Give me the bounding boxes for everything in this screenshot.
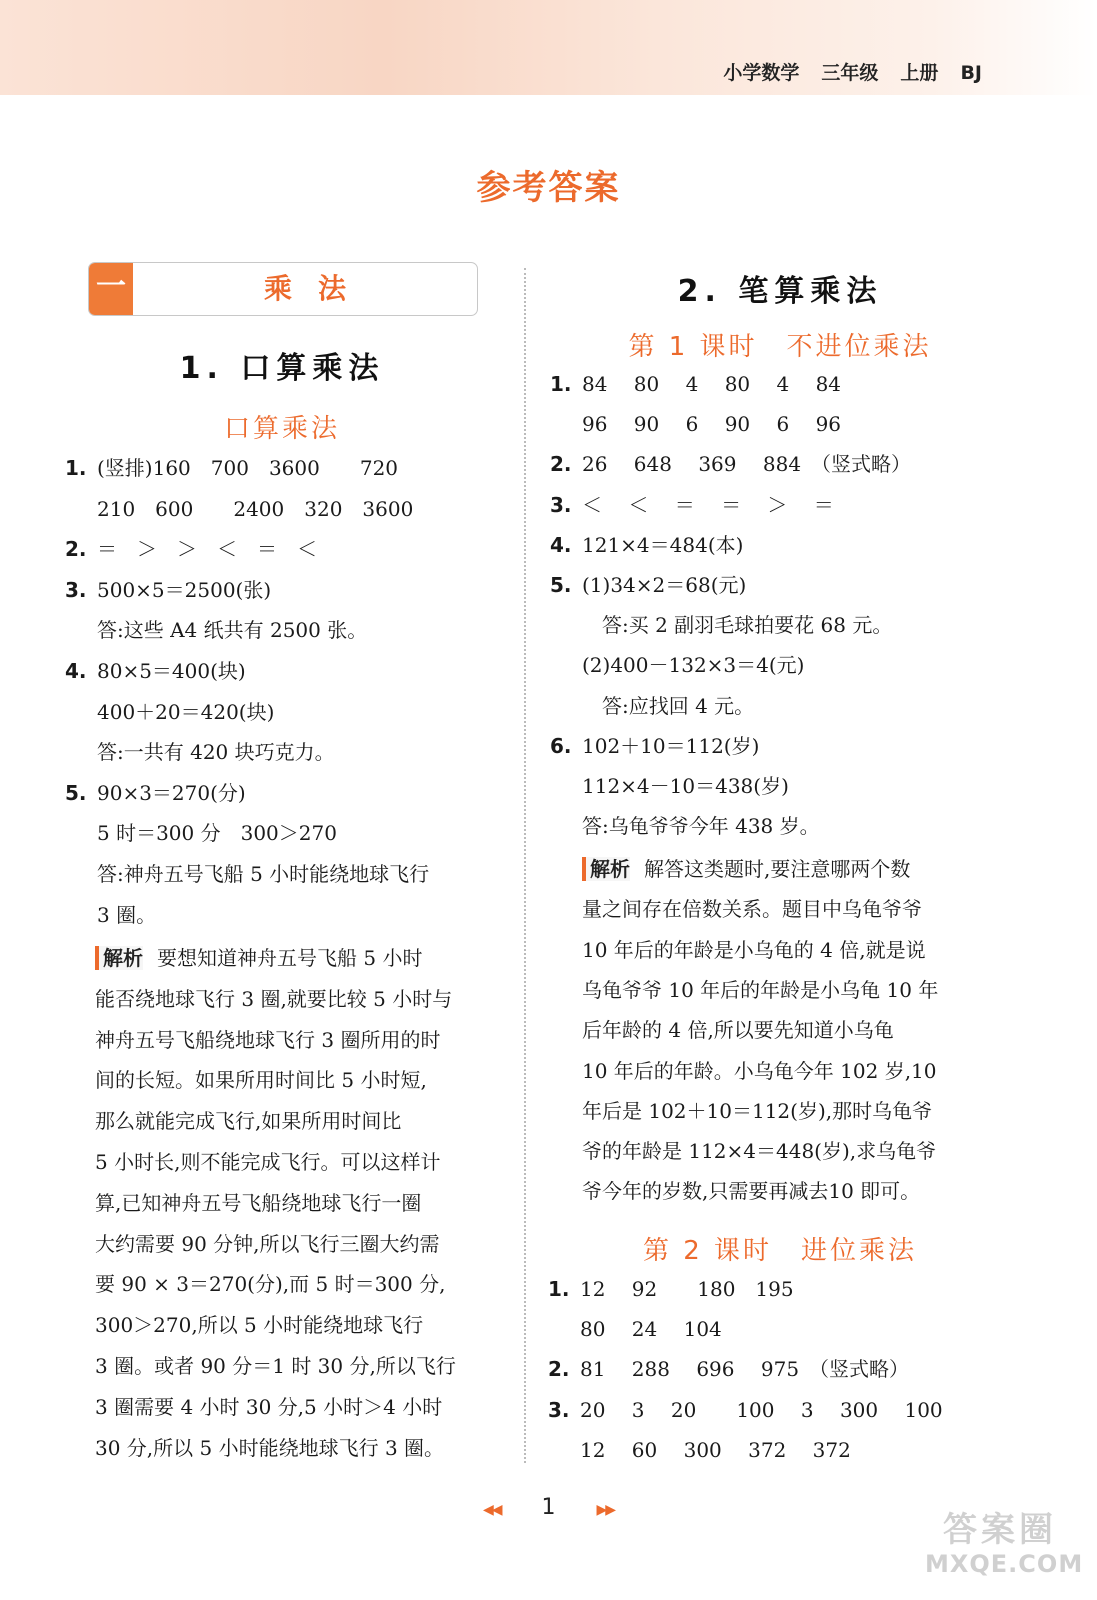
book-info xyxy=(701,58,982,85)
right-analysis-line: 爷今年的岁数,只需要再减去10 即可。 xyxy=(582,1179,921,1204)
grade-label: 三年级 xyxy=(821,62,879,84)
left-answer-text: ＝ ＞ ＞ ＜ ＝ ＜ xyxy=(97,537,317,562)
lesson2-title: 第 2 课时 进位乘法 xyxy=(642,1236,918,1266)
right-analysis-line: 后年龄的 4 倍,所以要先知道小乌龟 xyxy=(582,1018,894,1043)
lesson1-answer-number: 6. xyxy=(550,733,572,758)
lesson1-answer-number: 5. xyxy=(550,573,572,597)
lesson1-title: 第 1 课时 不进位乘法 xyxy=(628,332,932,362)
left-analysis-line: 3 圈需要 4 小时 30 分,5 小时＞4 小时 xyxy=(95,1394,443,1419)
lesson1-answer-text: 102＋10＝112(岁) xyxy=(582,733,760,758)
left-answer-number: 2. xyxy=(65,537,87,562)
left-answer-text: 90×3＝270(分) xyxy=(97,780,246,805)
left-answer-text: 400＋20＝420(块) xyxy=(97,699,275,724)
right-analysis-line: 解析 解答这类题时,要注意哪两个数 xyxy=(582,855,910,883)
left-answer-text: 80×5＝400(块) xyxy=(97,659,246,683)
lesson1-answer-text: 121×4＝484(本) xyxy=(582,532,744,557)
lesson2-answer-number: 2. xyxy=(548,1357,570,1382)
lesson2-answer-text: 12 92 180 195 xyxy=(580,1277,794,1301)
lesson2-answer-number: 3. xyxy=(548,1397,570,1422)
lesson1-answer-text: 96 90 6 90 6 96 xyxy=(582,412,842,437)
left-analysis-line: 间的长短。如果所用时间比 5 小时短, xyxy=(95,1068,427,1093)
left-answer-number: 3. xyxy=(65,577,87,602)
lesson2-answer-number: 1. xyxy=(548,1277,570,1301)
left-answer-text: (竖排)160 700 3600 720 xyxy=(97,456,399,480)
lesson2-answer-text: 81 288 696 975 （竖式略） xyxy=(580,1357,910,1382)
right-analysis-line: 10 年后的年龄是小乌龟的 4 倍,就是说 xyxy=(582,937,926,962)
page-number: 1 xyxy=(541,1495,556,1520)
lesson1-answer-text: (2)400－132×3＝4(元) xyxy=(582,653,805,678)
lesson2-answer-text: 20 3 20 100 3 300 100 xyxy=(580,1397,943,1422)
left-analysis-label: 解析 xyxy=(95,946,143,970)
lesson2-answer-text: 12 60 300 372 372 xyxy=(580,1437,851,1462)
left-analysis-line: 30 分,所以 5 小时能绕地球飞行 3 圈。 xyxy=(95,1435,445,1460)
left-answer-number: 4. xyxy=(65,659,87,683)
left-analysis-line: 那么就能完成飞行,如果所用时间比 xyxy=(95,1109,402,1134)
lesson1-answer-number: 2. xyxy=(550,452,572,477)
left-analysis-line: 300＞270,所以 5 小时能绕地球飞行 xyxy=(95,1313,424,1338)
left-analysis-line: 5 小时长,则不能完成飞行。可以这样计 xyxy=(95,1150,441,1174)
next-arrows-icon: ▶▶ xyxy=(596,1502,615,1518)
column-divider xyxy=(524,268,526,1463)
left-analysis-line: 解析 要想知道神舟五号飞船 5 小时 xyxy=(95,944,422,972)
lesson1-answer-number: 3. xyxy=(550,492,572,517)
unit-number: 一 xyxy=(89,263,133,315)
left-analysis-line: 算,已知神舟五号飞船绕地球飞行一圈 xyxy=(95,1190,422,1215)
left-answer-text: 500×5＝2500(张) xyxy=(97,577,272,602)
left-answer-number: 1. xyxy=(65,456,87,480)
left-answer-number: 5. xyxy=(65,780,87,805)
lesson1-answer-number: 1. xyxy=(550,372,572,396)
subject-label: 小学数学 xyxy=(723,62,800,84)
left-analysis-line: 要 90 × 3＝270(分),而 5 时＝300 分, xyxy=(95,1272,446,1297)
left-answer-text: 3 圈。 xyxy=(97,902,157,927)
left-answer-text: 答:神舟五号飞船 5 小时能绕地球飞行 xyxy=(97,862,430,886)
edition-label: BJ xyxy=(960,62,982,84)
watermark-logo: 答案圈 MXQE.COM xyxy=(925,1510,1084,1578)
right-analysis-line: 爷的年龄是 112×4＝448(岁),求乌龟爷 xyxy=(582,1139,937,1164)
left-analysis-line: 大约需要 90 分钟,所以飞行三圈大约需 xyxy=(95,1231,440,1256)
left-answer-text: 答:一共有 420 块巧克力。 xyxy=(97,740,335,765)
unit-title: 乘法 xyxy=(263,272,372,305)
section-title-left: 1. 口算乘法 xyxy=(179,351,385,386)
lesson1-answer-text: (1)34×2＝68(元) xyxy=(582,573,747,597)
lesson1-answer-text: 答:应找回 4 元。 xyxy=(582,693,755,718)
lesson1-answer-text: 112×4－10＝438(岁) xyxy=(582,774,789,798)
left-answer-text: 5 时＝300 分 300＞270 xyxy=(97,821,337,846)
right-analysis-line: 乌龟爷爷 10 年后的年龄是小乌龟 10 年 xyxy=(582,977,939,1002)
lesson1-answer-text: 答:买 2 副羽毛球拍要花 68 元。 xyxy=(582,613,893,638)
prev-arrows-icon: ◀◀ xyxy=(482,1502,501,1518)
lesson1-answer-number: 4. xyxy=(550,532,572,557)
left-answer-text: 答:这些 A4 纸共有 2500 张。 xyxy=(97,618,368,643)
lesson2-answer-text: 80 24 104 xyxy=(580,1317,722,1342)
left-analysis-line: 神舟五号飞船绕地球飞行 3 圈所用的时 xyxy=(95,1027,441,1052)
lesson1-answer-text: 84 80 4 80 4 84 xyxy=(582,372,842,396)
volume-label: 上册 xyxy=(900,62,939,84)
unit-banner xyxy=(88,262,478,316)
left-analysis-line: 能否绕地球飞行 3 圈,就要比较 5 小时与 xyxy=(95,986,453,1011)
lesson1-answer-text: 答:乌龟爷爷今年 438 岁。 xyxy=(582,814,820,839)
right-analysis-label: 解析 xyxy=(582,857,630,881)
left-answer-text: 210 600 2400 320 3600 xyxy=(97,496,414,521)
right-analysis-line: 量之间存在倍数关系。题目中乌龟爷爷 xyxy=(582,897,922,922)
left-analysis-line: 3 圈。或者 90 分＝1 时 30 分,所以飞行 xyxy=(95,1354,456,1378)
page-title: 参考答案 xyxy=(476,168,621,208)
right-analysis-line: 10 年后的年龄。小乌龟今年 102 岁,10 xyxy=(582,1058,937,1083)
section-title-right: 2. 笔算乘法 xyxy=(677,274,883,309)
lesson-title-left: 口算乘法 xyxy=(223,414,340,444)
right-analysis-line: 年后是 102＋10＝112(岁),那时乌龟爷 xyxy=(582,1098,933,1123)
lesson1-answer-text: 26 648 369 884 （竖式略） xyxy=(582,452,912,477)
lesson1-answer-text: ＜ ＜ ＝ ＝ ＞ ＝ xyxy=(582,492,834,517)
